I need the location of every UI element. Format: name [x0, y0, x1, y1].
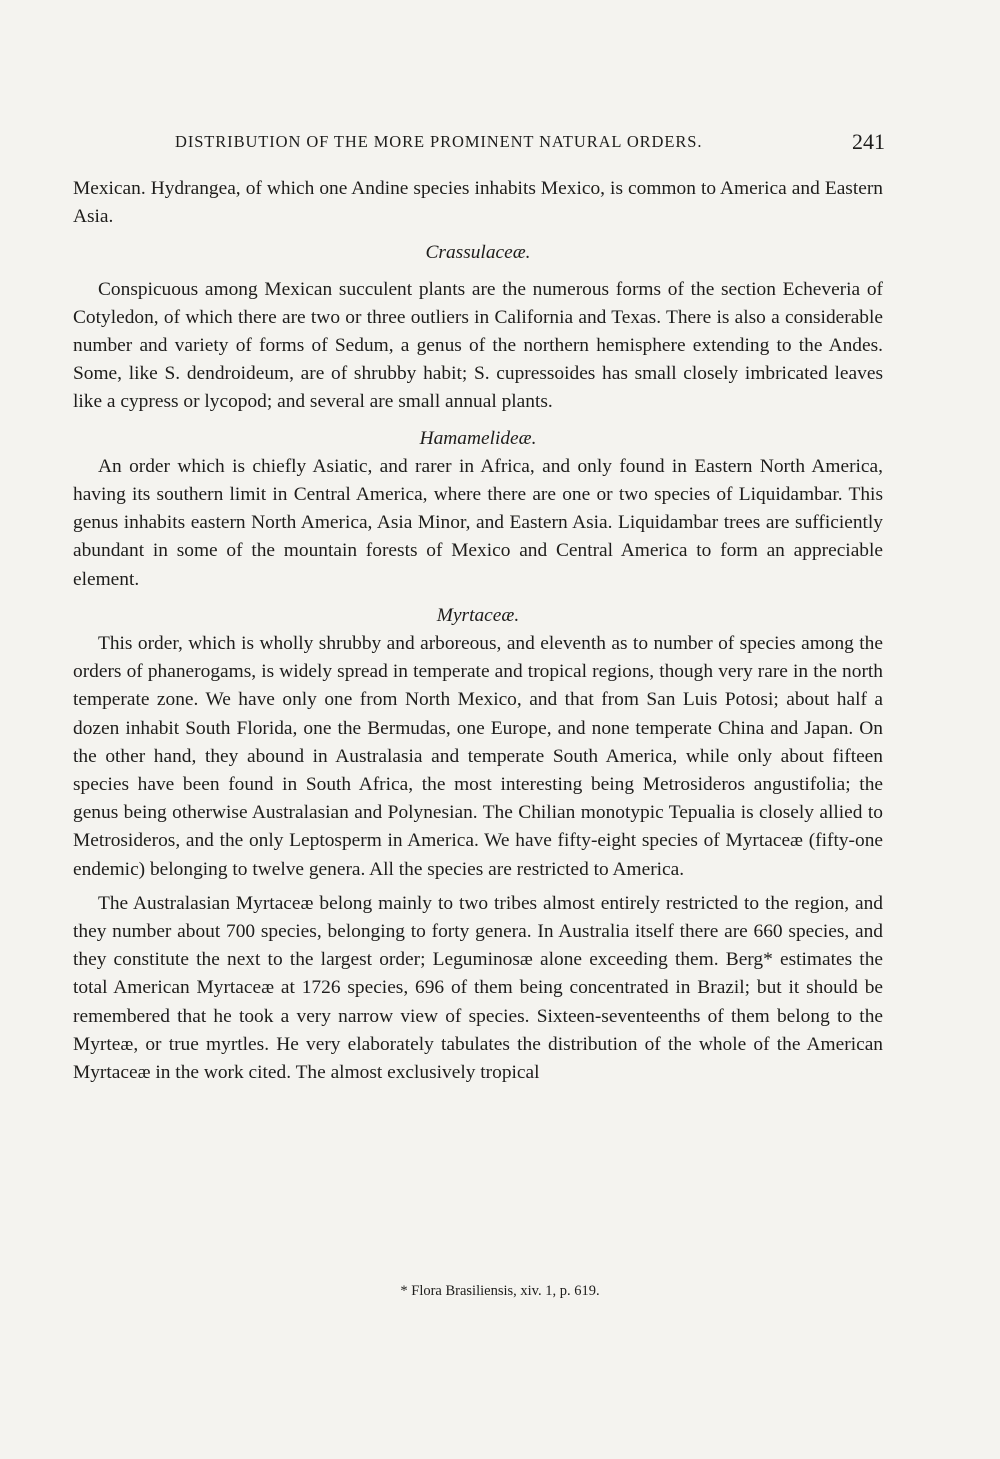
- paragraph-myrtaceae-2: The Australasian Myrtaceæ belong mainly to two tribes almost entirely restricted to the region, and they number about 700 species, belonging to forty genera. In Australia itself there are 660 species, and they constitute the next to the largest order; Leguminosæ alone exceeding them. Berg* estimates the total American Myrtaceæ at 1726 species, 696 of them being concentrated in Brazil; but it should be remembered that he took a very narrow view of species. Sixteen-seventeenths of them belong to the Myrteæ, or true myrtles. He very elaborately tabulates the distribution of the whole of the American Myrtaceæ in the work cited. The almost exclusively tropical: [73, 892, 883, 1084]
- paragraph-hamamelideae: An order which is chiefly Asiatic, and rarer in Africa, and only found in Eastern North America, having its southern limit in Central America, where there are one or two species of Liquidambar. This genus inhabits eastern North America, Asia Minor, and Eastern Asia. Liquidambar trees are sufficiently abundant in some of the mountain forests of Mexico and Central America to form an appreciable element.: [73, 455, 883, 590]
- paragraph-myrtaceae-1: This order, which is wholly shrubby and arboreous, and eleventh as to number of species among the orders of phanerogams, is widely spread in temperate and tropical regions, though very rare in the north temperate zone. We have only one from North Mexico, and that from San Luis Potosi; about half a dozen inhabit South Florida, one the Bermudas, one Europe, and none temperate China and Japan. On the other hand, they abound in Australasia and temperate South America, while only about fifteen species have been found in South Africa, the most interesting being Metrosideros angustifolia; the genus being otherwise Australasian and Polynesian. The Chilian monotypic Tepualia is closely allied to Metrosideros, and the only Leptosperm in America. We have fifty-eight species of Myrtaceæ (fifty-one endemic) belonging to twelve genera. All the species are restricted to America.: [73, 633, 883, 880]
- section-heading-crassulaceae: Crassulaceæ.: [425, 242, 531, 264]
- paragraph-continued: Mexican. Hydrangea, of which one Andine species inhabits Mexico, is common to America and Eastern Asia.: [73, 178, 883, 228]
- body-text: [73, 175, 883, 1087]
- section-heading-hamamelideae: Hamamelideæ.: [419, 427, 537, 449]
- page-number: 241: [852, 129, 885, 154]
- paragraph-crassulaceae: Conspicuous among Mexican succulent plants are the numerous forms of the section Echeveria of Cotyledon, of which there are two or three outliers in California and Texas. There is also a considerable number and variety of forms of Sedum, a genus of the northern hemisphere extending to the Andes. Some, like S. dendroideum, are of shrubby habit; S. cupressoides has small closely imbricated leaves like a cypress or lycopod; and several are small annual plants.: [73, 278, 883, 413]
- running-title: DISTRIBUTION OF THE MORE PROMINENT NATURAL ORDERS.: [175, 132, 703, 151]
- section-heading-myrtaceae: Myrtaceæ.: [436, 604, 520, 626]
- footnote: * Flora Brasiliensis, xiv. 1, p. 619.: [400, 1283, 600, 1299]
- running-head: [175, 129, 885, 158]
